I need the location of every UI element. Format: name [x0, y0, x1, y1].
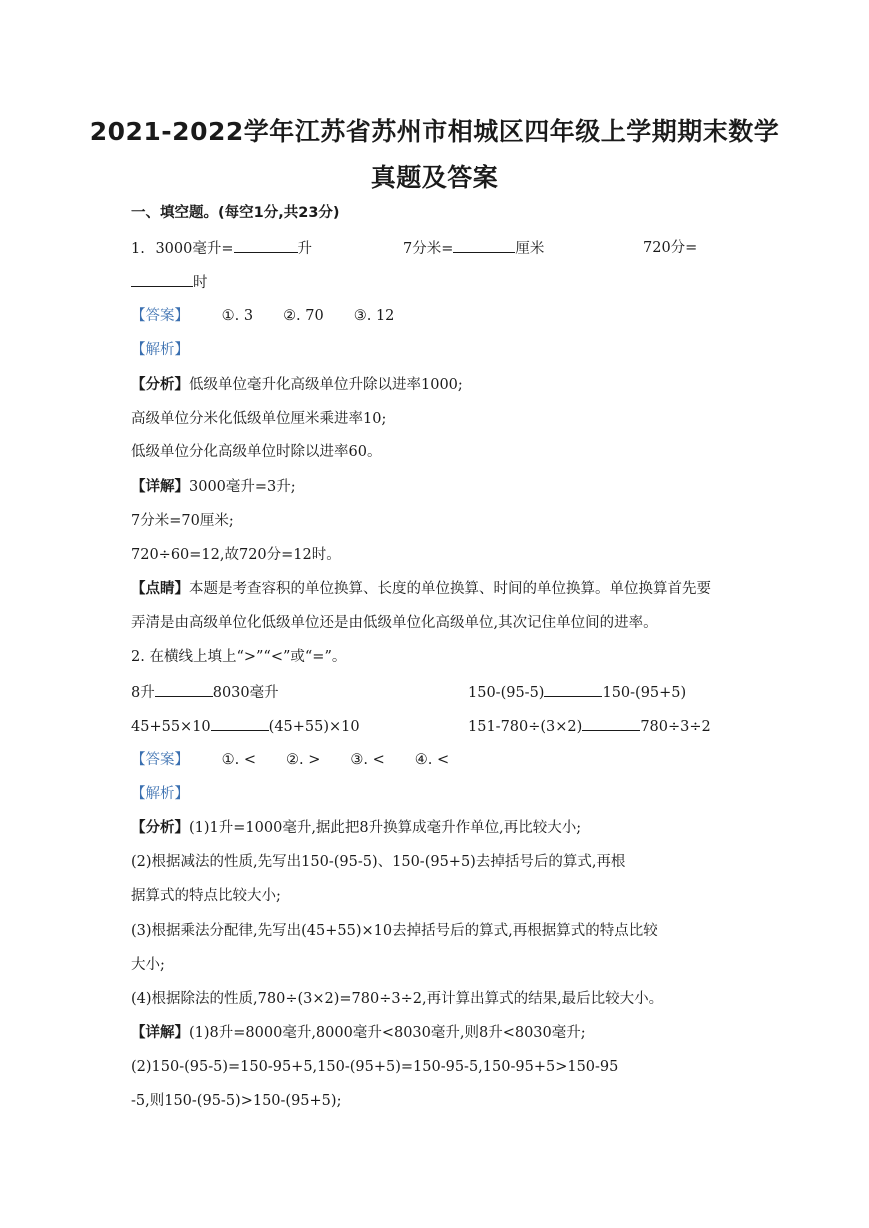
- answer-item: ②. 70: [283, 308, 324, 324]
- q1-part2-unit: 厘米: [515, 241, 545, 257]
- answer-blank[interactable]: [544, 682, 602, 697]
- q2-fenxi-line: [131, 818, 581, 838]
- title-line-1: 2021-2022学年江苏省苏州市相城区四年级上学期期末数学: [89, 117, 780, 146]
- answer-tag: 【答案】: [131, 752, 189, 768]
- q2-row2-left: [131, 716, 360, 737]
- section-heading: 一、填空题。(每空1分,共23分): [131, 205, 340, 221]
- answer-item: ③. 12: [353, 308, 395, 324]
- q1-fenxi-line: [131, 375, 463, 395]
- q1-part2-text: 7分米=: [403, 241, 454, 257]
- xiangjie-tag: 【详解】: [131, 478, 189, 495]
- question-1: [131, 238, 312, 259]
- question-1-part-3: 720分=: [643, 240, 698, 256]
- answer-item: ③. <: [350, 752, 385, 768]
- expr-text: (45+55)×10: [268, 719, 360, 735]
- expr-text: 45+55×10: [131, 719, 211, 735]
- q2-row1-left: [131, 682, 279, 703]
- dianjing-tag: 【点睛】: [131, 580, 189, 597]
- q1-fenxi-line: 高级单位分米化低级单位厘米乘进率10;: [131, 411, 387, 427]
- xiangjie-text: (1)8升=8000毫升,8000毫升<8030毫升,则8升<8030毫升;: [189, 1025, 586, 1041]
- answer-blank[interactable]: [453, 238, 515, 253]
- expr-text: 151-780÷(3×2): [468, 719, 583, 735]
- q2-xiangjie-line: (2)150-(95-5)=150-95+5,150-(95+5)=150-95-5,150-95+5>150-95: [131, 1059, 619, 1075]
- expr-text: 8030毫升: [212, 685, 279, 701]
- question-2-stem: 2. 在横线上填上“>”“<”或“=”。: [131, 649, 347, 665]
- q2-fenxi-line: (2)根据减法的性质,先写出150-(95-5)、150-(95+5)去掉括号后的算式,再根: [131, 854, 626, 870]
- fenxi-text: 低级单位毫升化高级单位升除以进率1000;: [189, 377, 463, 393]
- expr-text: 150-(95-5): [468, 685, 545, 701]
- answer-tag: 【答案】: [131, 308, 189, 324]
- q2-fenxi-line: 据算式的特点比较大小;: [131, 888, 281, 904]
- answer-item: ②. >: [285, 752, 321, 768]
- answer-list: [222, 750, 480, 770]
- answer-item: ④. <: [414, 752, 450, 768]
- question-1-part-2: [403, 238, 544, 259]
- q1-part1-text: 3000毫升=: [155, 241, 234, 257]
- xiangjie-tag: 【详解】: [131, 1024, 189, 1041]
- q1-xiangjie-line: [131, 477, 296, 497]
- question-number: 1.: [131, 241, 145, 257]
- q2-fenxi-line: (3)根据乘法分配律,先写出(45+55)×10去掉括号后的算式,再根据算式的特点比较: [131, 923, 658, 939]
- q2-row2-right: [468, 716, 711, 737]
- fenxi-tag: 【分析】: [131, 376, 189, 393]
- title-line-2: 真题及答案: [370, 163, 499, 192]
- q2-jiexi-tag: 【解析】: [131, 786, 189, 802]
- answer-list: [222, 306, 425, 326]
- q1-part3-unit: 时: [193, 275, 208, 291]
- expr-text: 8升: [131, 685, 155, 701]
- expr-text: 780÷3÷2: [640, 719, 711, 735]
- fenxi-text: (1)1升=1000毫升,据此把8升换算成毫升作单位,再比较大小;: [189, 820, 582, 836]
- question-1-part-3-cont: [131, 272, 208, 293]
- q1-xiangjie-line: 7分米=70厘米;: [131, 513, 234, 529]
- q2-xiangjie-line: -5,则150-(95-5)>150-(95+5);: [131, 1093, 342, 1109]
- expr-text: 150-(95+5): [602, 685, 687, 701]
- q1-dianjing-line: 弄清是由高级单位化低级单位还是由低级单位化高级单位,其次记住单位间的进率。: [131, 615, 658, 631]
- answer-item: ①. <: [221, 752, 256, 768]
- fenxi-tag: 【分析】: [131, 819, 189, 836]
- q2-fenxi-line: 大小;: [131, 957, 165, 973]
- xiangjie-text: 3000毫升=3升;: [189, 479, 296, 495]
- dianjing-text: 本题是考查容积的单位换算、长度的单位换算、时间的单位换算。单位换算首先要: [189, 581, 711, 597]
- answer-blank[interactable]: [155, 682, 213, 697]
- q1-fenxi-line: 低级单位分化高级单位时除以进率60。: [131, 444, 382, 460]
- q2-fenxi-line: (4)根据除法的性质,780÷(3×2)=780÷3÷2,再计算出算式的结果,最后比较大小。: [131, 991, 664, 1007]
- q1-xiangjie-line: 720÷60=12,故720分=12时。: [131, 547, 341, 563]
- answer-blank[interactable]: [234, 238, 298, 253]
- q1-dianjing-line: [131, 579, 711, 599]
- answer-blank[interactable]: [211, 716, 269, 731]
- q1-answer: [131, 306, 424, 326]
- answer-blank[interactable]: [582, 716, 640, 731]
- q2-answer: [131, 750, 479, 770]
- answer-blank[interactable]: [131, 272, 193, 287]
- q2-xiangjie-line: [131, 1023, 586, 1043]
- q1-part1-unit: 升: [297, 241, 313, 257]
- q1-jiexi-tag: 【解析】: [131, 342, 189, 358]
- q2-row1-right: [468, 682, 686, 703]
- answer-item: ①. 3: [221, 308, 254, 324]
